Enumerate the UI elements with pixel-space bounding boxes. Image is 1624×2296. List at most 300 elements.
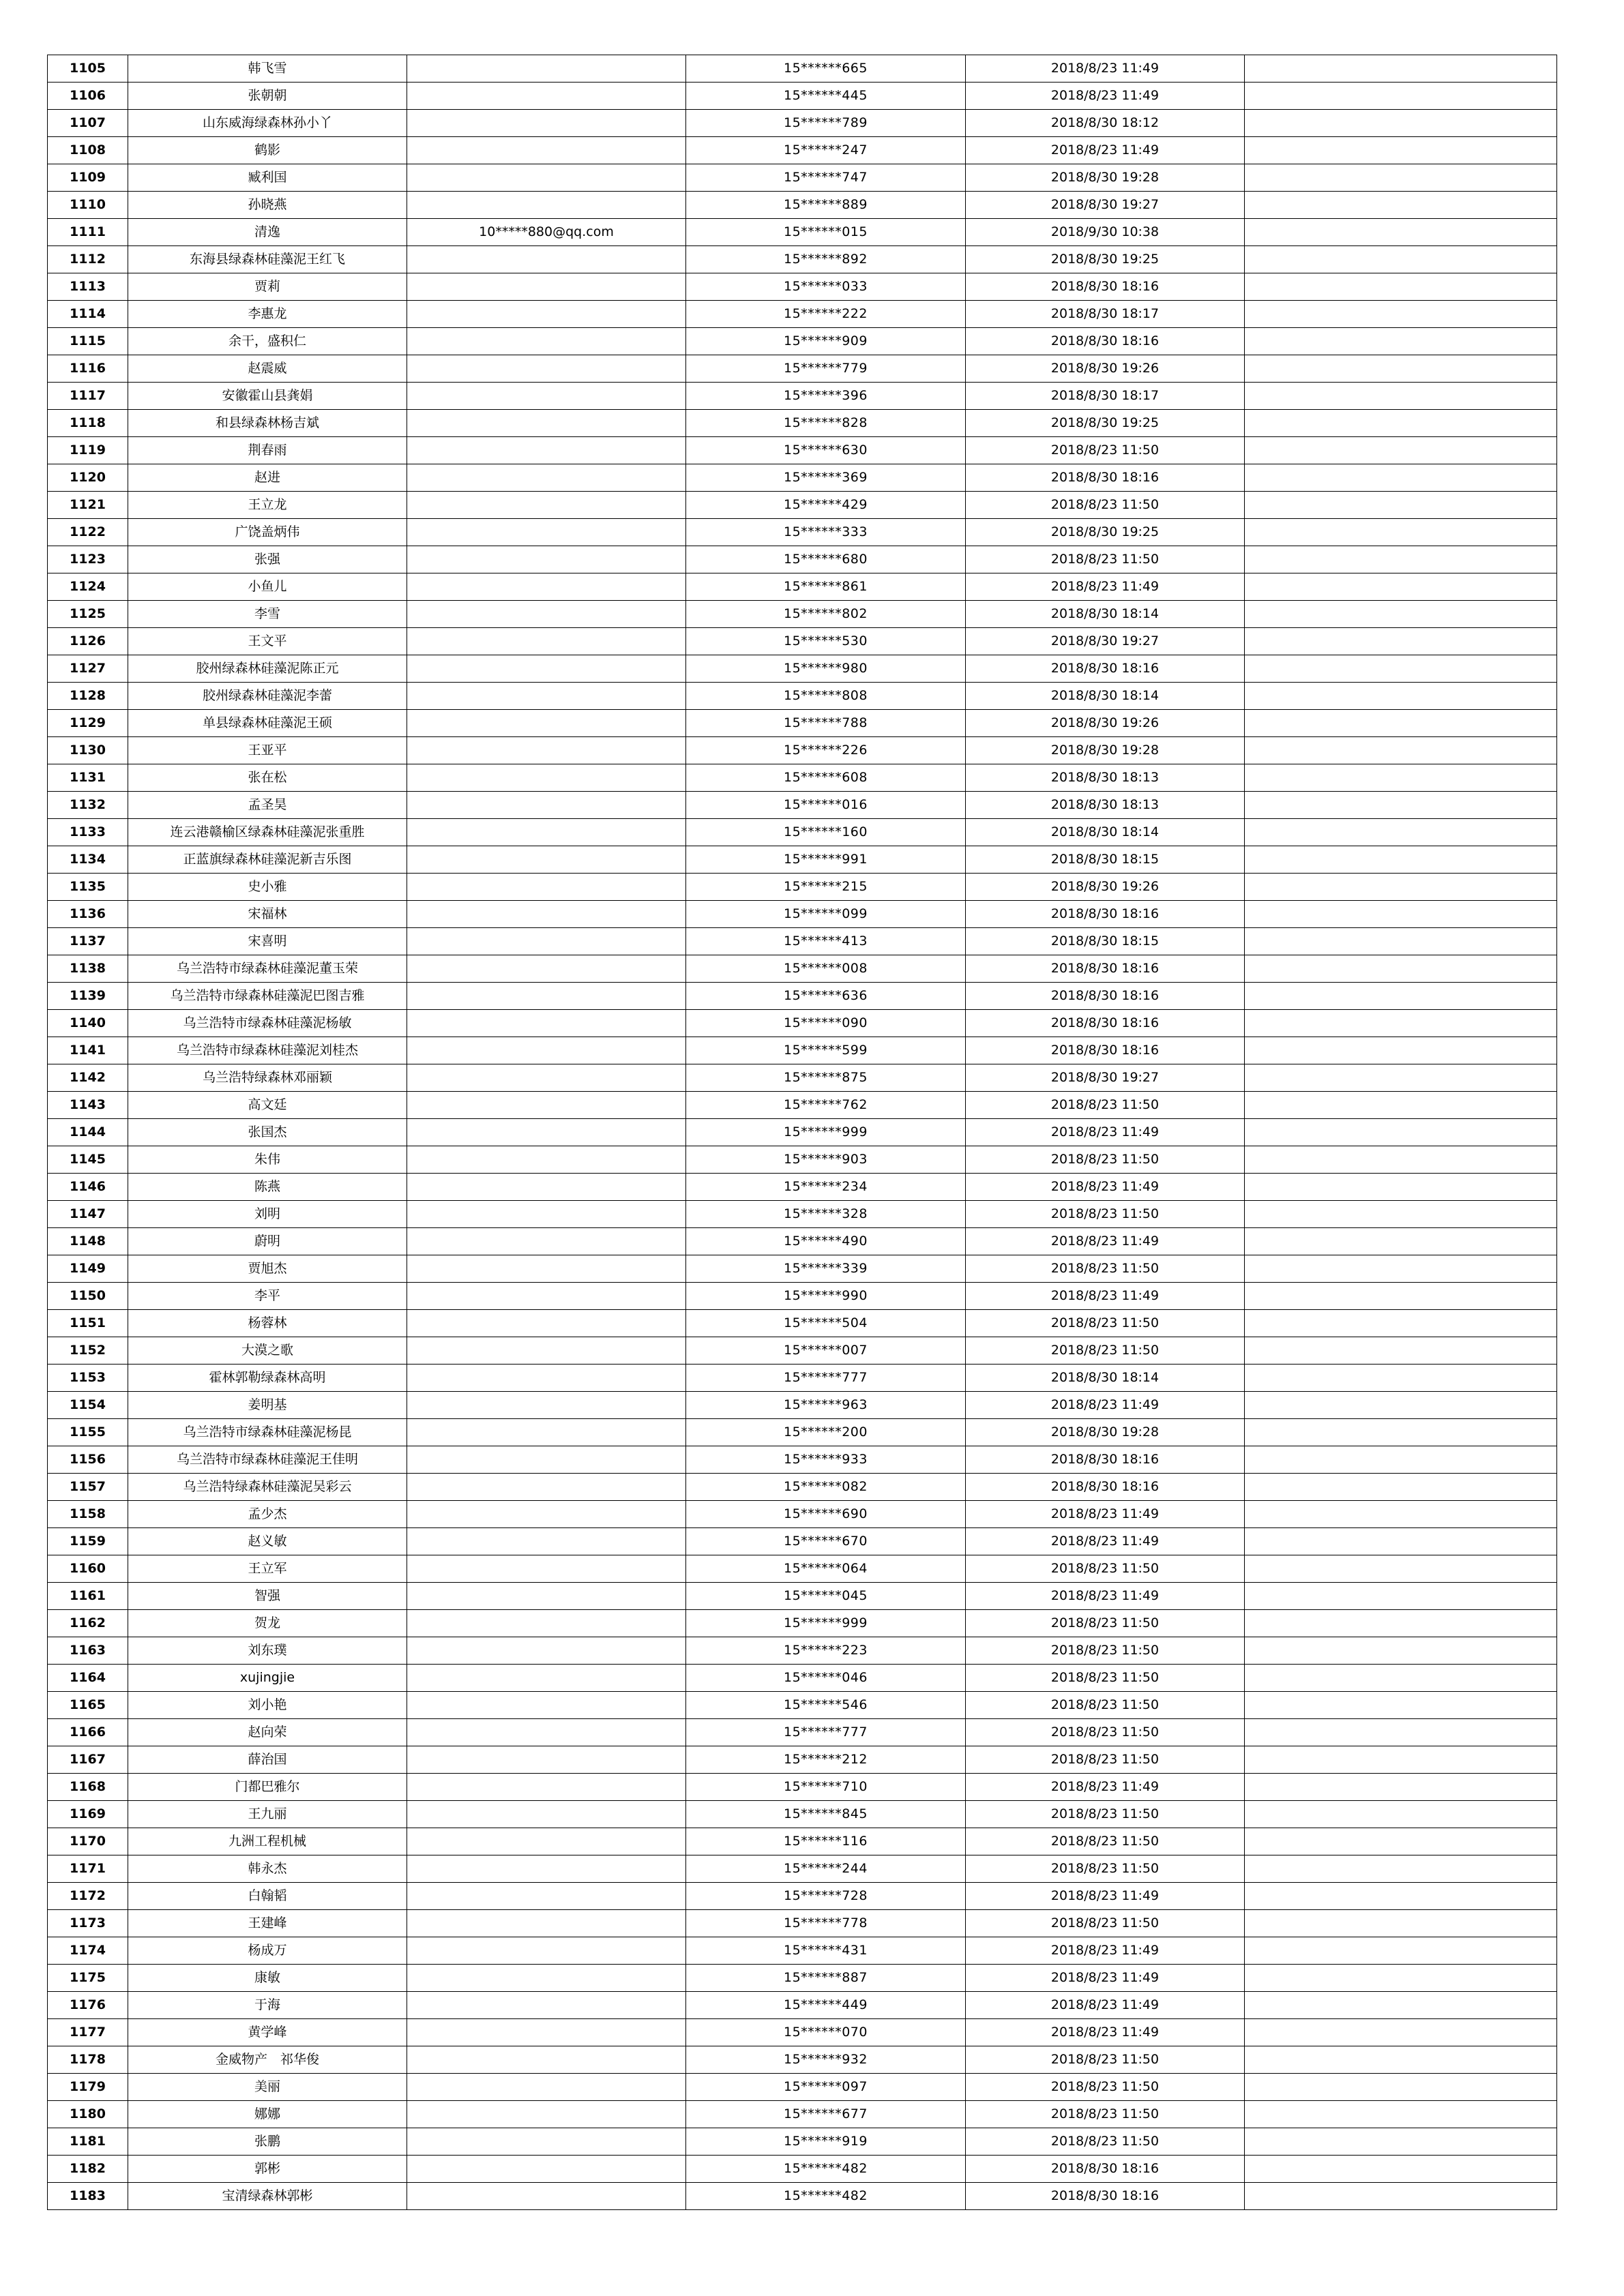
email-cell (407, 1501, 686, 1528)
blank-cell (1245, 1392, 1557, 1419)
name-cell: 宋喜明 (128, 928, 407, 955)
table-row (48, 2101, 1557, 2128)
table-row (48, 1555, 1557, 1583)
phone-cell: 15******429 (686, 492, 966, 519)
phone-cell: 15******932 (686, 2046, 966, 2074)
row-number-cell: 1120 (48, 464, 128, 492)
phone-cell: 15******710 (686, 1774, 966, 1801)
row-number-cell: 1133 (48, 819, 128, 846)
timestamp-cell: 2018/8/30 19:26 (966, 710, 1245, 737)
timestamp-cell: 2018/8/30 18:13 (966, 792, 1245, 819)
blank-cell (1245, 1610, 1557, 1637)
email-cell (407, 1637, 686, 1665)
timestamp-cell: 2018/8/23 11:50 (966, 1719, 1245, 1746)
email-cell (407, 492, 686, 519)
name-cell: 赵向荣 (128, 1719, 407, 1746)
timestamp-cell: 2018/8/30 18:16 (966, 955, 1245, 983)
phone-cell: 15******636 (686, 983, 966, 1010)
timestamp-cell: 2018/8/23 11:49 (966, 1283, 1245, 1310)
timestamp-cell: 2018/9/30 10:38 (966, 219, 1245, 246)
timestamp-cell: 2018/8/23 11:49 (966, 1937, 1245, 1965)
phone-cell: 15******160 (686, 819, 966, 846)
name-cell: 胶州绿森林硅藻泥李蕾 (128, 683, 407, 710)
name-cell: 安徽霍山县龚娟 (128, 383, 407, 410)
email-cell (407, 1992, 686, 2019)
name-cell: 小鱼儿 (128, 573, 407, 601)
table-row (48, 1610, 1557, 1637)
table-row (48, 355, 1557, 383)
name-cell: 于海 (128, 1992, 407, 2019)
table-row (48, 1474, 1557, 1501)
email-cell (407, 1855, 686, 1883)
row-number-cell: 1181 (48, 2128, 128, 2156)
table-row (48, 874, 1557, 901)
table-row (48, 519, 1557, 546)
email-cell (407, 1555, 686, 1583)
phone-cell: 15******033 (686, 273, 966, 301)
row-number-cell: 1121 (48, 492, 128, 519)
blank-cell (1245, 55, 1557, 83)
table-row (48, 1692, 1557, 1719)
timestamp-cell: 2018/8/23 11:50 (966, 1555, 1245, 1583)
blank-cell (1245, 1855, 1557, 1883)
email-cell (407, 1146, 686, 1174)
table-row (48, 1228, 1557, 1255)
name-cell: 宝清绿森林郭彬 (128, 2183, 407, 2210)
blank-cell (1245, 792, 1557, 819)
row-number-cell: 1163 (48, 1637, 128, 1665)
name-cell: 杨成万 (128, 1937, 407, 1965)
name-cell: 薛治国 (128, 1746, 407, 1774)
row-number-cell: 1116 (48, 355, 128, 383)
email-cell (407, 1010, 686, 1037)
email-cell (407, 764, 686, 792)
name-cell: 郭彬 (128, 2156, 407, 2183)
name-cell: 赵义敏 (128, 1528, 407, 1555)
table-row (48, 955, 1557, 983)
email-cell (407, 1801, 686, 1828)
phone-cell: 15******431 (686, 1937, 966, 1965)
row-number-cell: 1110 (48, 192, 128, 219)
row-number-cell: 1147 (48, 1201, 128, 1228)
timestamp-cell: 2018/8/30 18:16 (966, 1474, 1245, 1501)
name-cell: 金威物产 祁华俊 (128, 2046, 407, 2074)
row-number-cell: 1137 (48, 928, 128, 955)
row-number-cell: 1172 (48, 1883, 128, 1910)
blank-cell (1245, 2128, 1557, 2156)
email-cell (407, 1910, 686, 1937)
phone-cell: 15******680 (686, 546, 966, 573)
table-row (48, 1092, 1557, 1119)
row-number-cell: 1107 (48, 110, 128, 137)
email-cell (407, 1119, 686, 1146)
email-cell (407, 1665, 686, 1692)
name-cell: 东海县绿森林硅藻泥王红飞 (128, 246, 407, 273)
table-row (48, 573, 1557, 601)
row-number-cell: 1108 (48, 137, 128, 164)
timestamp-cell: 2018/8/30 18:16 (966, 1446, 1245, 1474)
row-number-cell: 1164 (48, 1665, 128, 1692)
phone-cell: 15******482 (686, 2183, 966, 2210)
row-number-cell: 1165 (48, 1692, 128, 1719)
timestamp-cell: 2018/8/30 18:14 (966, 683, 1245, 710)
row-number-cell: 1138 (48, 955, 128, 983)
name-cell: 孟少杰 (128, 1501, 407, 1528)
email-cell (407, 1337, 686, 1365)
blank-cell (1245, 683, 1557, 710)
blank-cell (1245, 1937, 1557, 1965)
row-number-cell: 1171 (48, 1855, 128, 1883)
row-number-cell: 1135 (48, 874, 128, 901)
phone-cell: 15******222 (686, 301, 966, 328)
timestamp-cell: 2018/8/30 18:12 (966, 110, 1245, 137)
phone-cell: 15******789 (686, 110, 966, 137)
timestamp-cell: 2018/8/23 11:50 (966, 1610, 1245, 1637)
timestamp-cell: 2018/8/23 11:50 (966, 1146, 1245, 1174)
email-cell (407, 1937, 686, 1965)
table-row (48, 628, 1557, 655)
phone-cell: 15******933 (686, 1446, 966, 1474)
blank-cell (1245, 273, 1557, 301)
name-cell: 王文平 (128, 628, 407, 655)
blank-cell (1245, 1665, 1557, 1692)
phone-cell: 15******828 (686, 410, 966, 437)
name-cell: 康敏 (128, 1965, 407, 1992)
timestamp-cell: 2018/8/30 18:16 (966, 273, 1245, 301)
name-cell: 臧利国 (128, 164, 407, 192)
phone-cell: 15******369 (686, 464, 966, 492)
name-cell: 白翰韬 (128, 1883, 407, 1910)
email-cell (407, 1774, 686, 1801)
table-body (48, 55, 1557, 2210)
phone-cell: 15******630 (686, 437, 966, 464)
timestamp-cell: 2018/8/30 19:28 (966, 1419, 1245, 1446)
name-cell: 大漠之歌 (128, 1337, 407, 1365)
table-row (48, 1174, 1557, 1201)
table-row (48, 1910, 1557, 1937)
email-cell (407, 573, 686, 601)
email-cell (407, 955, 686, 983)
timestamp-cell: 2018/8/23 11:49 (966, 83, 1245, 110)
table-row (48, 1583, 1557, 1610)
email-cell (407, 1965, 686, 1992)
timestamp-cell: 2018/8/30 18:15 (966, 928, 1245, 955)
row-number-cell: 1117 (48, 383, 128, 410)
table-row (48, 1365, 1557, 1392)
phone-cell: 15******808 (686, 683, 966, 710)
phone-cell: 15******064 (686, 1555, 966, 1583)
table-row (48, 1419, 1557, 1446)
email-cell (407, 1446, 686, 1474)
timestamp-cell: 2018/8/23 11:50 (966, 1855, 1245, 1883)
email-cell (407, 1883, 686, 1910)
name-cell: 孟圣昊 (128, 792, 407, 819)
phone-cell: 15******903 (686, 1146, 966, 1174)
row-number-cell: 1155 (48, 1419, 128, 1446)
name-cell: 姜明基 (128, 1392, 407, 1419)
row-number-cell: 1115 (48, 328, 128, 355)
row-number-cell: 1178 (48, 2046, 128, 2074)
name-cell: 贺龙 (128, 1610, 407, 1637)
row-number-cell: 1157 (48, 1474, 128, 1501)
name-cell: 朱伟 (128, 1146, 407, 1174)
email-cell (407, 601, 686, 628)
row-number-cell: 1174 (48, 1937, 128, 1965)
email-cell (407, 301, 686, 328)
blank-cell (1245, 1637, 1557, 1665)
phone-cell: 15******247 (686, 137, 966, 164)
phone-cell: 15******779 (686, 355, 966, 383)
name-cell: 乌兰浩特市绿森林硅藻泥王佳明 (128, 1446, 407, 1474)
blank-cell (1245, 2101, 1557, 2128)
email-cell (407, 846, 686, 874)
table-row (48, 2019, 1557, 2046)
name-cell: xujingjie (128, 1665, 407, 1692)
phone-cell: 15******677 (686, 2101, 966, 2128)
table-row (48, 1037, 1557, 1064)
row-number-cell: 1105 (48, 55, 128, 83)
blank-cell (1245, 1310, 1557, 1337)
timestamp-cell: 2018/8/30 18:17 (966, 301, 1245, 328)
timestamp-cell: 2018/8/30 18:16 (966, 2183, 1245, 2210)
blank-cell (1245, 1037, 1557, 1064)
blank-cell (1245, 1965, 1557, 1992)
email-cell (407, 2128, 686, 2156)
timestamp-cell: 2018/8/23 11:50 (966, 1692, 1245, 1719)
blank-cell (1245, 519, 1557, 546)
name-cell: 李平 (128, 1283, 407, 1310)
name-cell: 王立龙 (128, 492, 407, 519)
email-cell (407, 192, 686, 219)
table-row (48, 1446, 1557, 1474)
table-row (48, 1337, 1557, 1365)
table-row (48, 601, 1557, 628)
blank-cell (1245, 1801, 1557, 1828)
blank-cell (1245, 1992, 1557, 2019)
phone-cell: 15******449 (686, 1992, 966, 2019)
phone-cell: 15******963 (686, 1392, 966, 1419)
email-cell (407, 83, 686, 110)
name-cell: 霍林郭勒绿森林高明 (128, 1365, 407, 1392)
email-cell (407, 1719, 686, 1746)
name-cell: 张在松 (128, 764, 407, 792)
phone-cell: 15******670 (686, 1528, 966, 1555)
email-cell (407, 2183, 686, 2210)
email-cell (407, 792, 686, 819)
phone-cell: 15******728 (686, 1883, 966, 1910)
table-row (48, 328, 1557, 355)
email-cell (407, 383, 686, 410)
phone-cell: 15******339 (686, 1255, 966, 1283)
name-cell: 史小雅 (128, 874, 407, 901)
email-cell (407, 1092, 686, 1119)
name-cell: 张强 (128, 546, 407, 573)
phone-cell: 15******919 (686, 2128, 966, 2156)
table-row (48, 1255, 1557, 1283)
blank-cell (1245, 901, 1557, 928)
table-row (48, 1992, 1557, 2019)
phone-cell: 15******875 (686, 1064, 966, 1092)
name-cell: 刘明 (128, 1201, 407, 1228)
blank-cell (1245, 1501, 1557, 1528)
blank-cell (1245, 1883, 1557, 1910)
name-cell: 刘小艳 (128, 1692, 407, 1719)
row-number-cell: 1112 (48, 246, 128, 273)
email-cell (407, 1174, 686, 1201)
email-cell (407, 355, 686, 383)
table-row (48, 246, 1557, 273)
phone-cell: 15******016 (686, 792, 966, 819)
blank-cell (1245, 355, 1557, 383)
table-row (48, 383, 1557, 410)
name-cell: 智强 (128, 1583, 407, 1610)
email-cell: 10*****880@qq.com (407, 219, 686, 246)
phone-cell: 15******097 (686, 2074, 966, 2101)
table-row (48, 683, 1557, 710)
phone-cell: 15******777 (686, 1365, 966, 1392)
email-cell (407, 1255, 686, 1283)
email-cell (407, 2101, 686, 2128)
phone-cell: 15******008 (686, 955, 966, 983)
row-number-cell: 1150 (48, 1283, 128, 1310)
table-row (48, 1146, 1557, 1174)
row-number-cell: 1124 (48, 573, 128, 601)
email-cell (407, 519, 686, 546)
table-row (48, 192, 1557, 219)
name-cell: 宋福林 (128, 901, 407, 928)
table-row (48, 792, 1557, 819)
table-row (48, 2074, 1557, 2101)
phone-cell: 15******861 (686, 573, 966, 601)
phone-cell: 15******244 (686, 1855, 966, 1883)
email-cell (407, 2019, 686, 2046)
blank-cell (1245, 737, 1557, 764)
table-row (48, 764, 1557, 792)
blank-cell (1245, 1583, 1557, 1610)
row-number-cell: 1177 (48, 2019, 128, 2046)
timestamp-cell: 2018/8/23 11:50 (966, 1255, 1245, 1283)
email-cell (407, 2074, 686, 2101)
table-row (48, 2128, 1557, 2156)
timestamp-cell: 2018/8/23 11:50 (966, 1201, 1245, 1228)
table-row (48, 273, 1557, 301)
name-cell: 贾莉 (128, 273, 407, 301)
timestamp-cell: 2018/8/30 19:28 (966, 737, 1245, 764)
timestamp-cell: 2018/8/30 18:16 (966, 328, 1245, 355)
phone-cell: 15******546 (686, 1692, 966, 1719)
timestamp-cell: 2018/8/23 11:50 (966, 1828, 1245, 1855)
email-cell (407, 928, 686, 955)
timestamp-cell: 2018/8/30 19:27 (966, 192, 1245, 219)
name-cell: 乌兰浩特绿森林邓丽颖 (128, 1064, 407, 1092)
row-number-cell: 1136 (48, 901, 128, 928)
phone-cell: 15******482 (686, 2156, 966, 2183)
table-row (48, 737, 1557, 764)
table-row (48, 2156, 1557, 2183)
row-number-cell: 1144 (48, 1119, 128, 1146)
row-number-cell: 1151 (48, 1310, 128, 1337)
email-cell (407, 546, 686, 573)
email-cell (407, 1474, 686, 1501)
blank-cell (1245, 1228, 1557, 1255)
blank-cell (1245, 1174, 1557, 1201)
name-cell: 杨蓉林 (128, 1310, 407, 1337)
timestamp-cell: 2018/8/30 18:16 (966, 2156, 1245, 2183)
table-row (48, 1064, 1557, 1092)
timestamp-cell: 2018/8/23 11:49 (966, 1174, 1245, 1201)
table-row (48, 110, 1557, 137)
timestamp-cell: 2018/8/30 19:25 (966, 410, 1245, 437)
phone-cell: 15******845 (686, 1801, 966, 1828)
timestamp-cell: 2018/8/30 19:28 (966, 164, 1245, 192)
timestamp-cell: 2018/8/30 18:16 (966, 1010, 1245, 1037)
phone-cell: 15******887 (686, 1965, 966, 1992)
table-row (48, 1746, 1557, 1774)
blank-cell (1245, 2046, 1557, 2074)
blank-cell (1245, 764, 1557, 792)
blank-cell (1245, 655, 1557, 683)
table-row (48, 410, 1557, 437)
blank-cell (1245, 1092, 1557, 1119)
timestamp-cell: 2018/8/23 11:50 (966, 1801, 1245, 1828)
blank-cell (1245, 2019, 1557, 2046)
row-number-cell: 1161 (48, 1583, 128, 1610)
table-row (48, 1010, 1557, 1037)
timestamp-cell: 2018/8/23 11:50 (966, 437, 1245, 464)
timestamp-cell: 2018/8/23 11:49 (966, 1583, 1245, 1610)
timestamp-cell: 2018/8/30 19:27 (966, 1064, 1245, 1092)
table-row (48, 1801, 1557, 1828)
name-cell: 黄学峰 (128, 2019, 407, 2046)
email-cell (407, 1528, 686, 1555)
timestamp-cell: 2018/8/30 19:26 (966, 355, 1245, 383)
email-cell (407, 2046, 686, 2074)
row-number-cell: 1170 (48, 1828, 128, 1855)
email-cell (407, 1064, 686, 1092)
name-cell: 张鹏 (128, 2128, 407, 2156)
row-number-cell: 1131 (48, 764, 128, 792)
email-cell (407, 1583, 686, 1610)
timestamp-cell: 2018/8/23 11:50 (966, 1910, 1245, 1937)
table-row (48, 546, 1557, 573)
table-row (48, 655, 1557, 683)
timestamp-cell: 2018/8/23 11:49 (966, 137, 1245, 164)
timestamp-cell: 2018/8/30 18:14 (966, 1365, 1245, 1392)
row-number-cell: 1130 (48, 737, 128, 764)
row-number-cell: 1149 (48, 1255, 128, 1283)
email-cell (407, 55, 686, 83)
phone-cell: 15******530 (686, 628, 966, 655)
name-cell: 清逸 (128, 219, 407, 246)
table-row (48, 710, 1557, 737)
phone-cell: 15******333 (686, 519, 966, 546)
blank-cell (1245, 246, 1557, 273)
table-row (48, 846, 1557, 874)
name-cell: 陈燕 (128, 1174, 407, 1201)
name-cell: 王亚平 (128, 737, 407, 764)
phone-cell: 15******007 (686, 1337, 966, 1365)
timestamp-cell: 2018/8/23 11:49 (966, 1992, 1245, 2019)
registration-table (47, 55, 1557, 2210)
timestamp-cell: 2018/8/23 11:50 (966, 2128, 1245, 2156)
timestamp-cell: 2018/8/23 11:49 (966, 1883, 1245, 1910)
blank-cell (1245, 83, 1557, 110)
email-cell (407, 246, 686, 273)
table-row (48, 1119, 1557, 1146)
name-cell: 乌兰浩特市绿森林硅藻泥巴图吉雅 (128, 983, 407, 1010)
timestamp-cell: 2018/8/23 11:50 (966, 2101, 1245, 2128)
name-cell: 鹤影 (128, 137, 407, 164)
